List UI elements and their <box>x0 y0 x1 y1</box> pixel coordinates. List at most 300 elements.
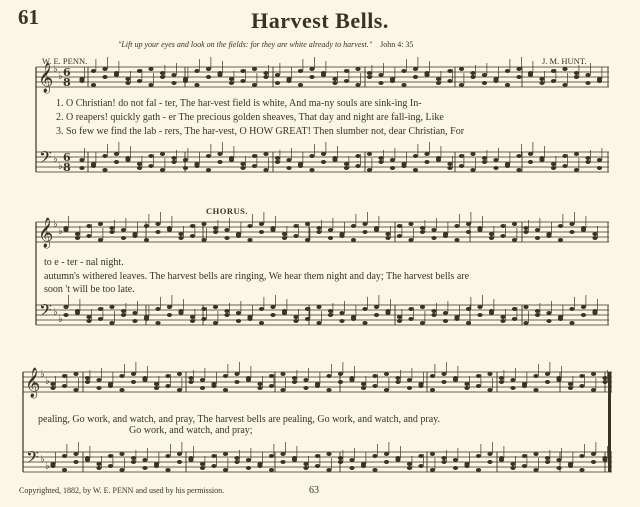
system-3-bass-note <box>73 460 78 464</box>
system-1-treble-note <box>447 69 452 73</box>
system-1-treble-note <box>585 81 590 85</box>
system-3-bass-note <box>62 454 67 458</box>
system-3-bass-note <box>476 454 481 458</box>
hymn-number: 61 <box>18 5 39 29</box>
system-3-treble-note <box>568 382 573 386</box>
system-1-bass-note <box>252 154 257 158</box>
system-1-bass-note <box>125 158 130 162</box>
system-3-treble-note <box>591 388 596 392</box>
system-2-bass-note <box>374 313 379 317</box>
system-1-treble-note <box>137 79 142 83</box>
system-1-treble-note <box>229 77 234 81</box>
system-2-treble-note <box>351 224 356 228</box>
system-2-bass-note <box>408 307 413 311</box>
system-2-bass-note <box>420 305 425 309</box>
system-3-bass-note <box>280 452 285 456</box>
system-2-treble-note <box>385 232 390 236</box>
system-2-bass-note <box>259 307 264 311</box>
final-double-bar <box>608 372 611 472</box>
system-2-bass-note <box>316 305 321 309</box>
system-3-treble-note <box>441 380 446 384</box>
system-1-bass-note <box>378 156 383 160</box>
system-2-bass-note <box>397 315 402 319</box>
system-1-bass-note <box>183 166 188 170</box>
system-3-bass-note <box>556 466 561 470</box>
system-1-bass-note <box>332 158 337 162</box>
system-3-bass-note <box>269 468 274 472</box>
system-2-treble-note <box>523 226 528 230</box>
system-3-bass-note <box>591 460 596 464</box>
system-2-treble-note <box>98 222 103 226</box>
system-3-treble-note <box>188 376 193 380</box>
system-3-treble-note <box>62 374 67 378</box>
system-1-bass-note <box>321 152 326 156</box>
system-3-bass-note <box>246 458 251 462</box>
system-1-treble-note <box>447 79 452 83</box>
system-2-bass-note <box>190 319 195 323</box>
system-2-bass-note <box>293 319 298 323</box>
system-3-treble-note <box>73 388 78 392</box>
system-3-bass-note <box>188 458 193 462</box>
system-1-bass-note <box>79 158 84 162</box>
system-2-bass-note <box>546 311 551 315</box>
system-3-bass-note <box>499 458 504 462</box>
system-2-treble-note <box>282 232 287 236</box>
system-2-bass-note <box>500 315 505 319</box>
chorus-label: CHORUS. <box>206 206 248 216</box>
system-1-treble-note <box>401 69 406 73</box>
system-1-treble-note <box>424 73 429 77</box>
system-3-bass-note <box>533 452 538 456</box>
system-3-bass-note <box>85 458 90 462</box>
system-3-treble-note <box>177 388 182 392</box>
system-1-treble-note <box>206 67 211 71</box>
system-3-bass-note <box>418 464 423 468</box>
system-2-treble-note <box>443 234 448 238</box>
system-1-bass-note <box>459 164 464 168</box>
system-3-bass-note <box>246 466 251 470</box>
system3-lyric-2: Go work, and watch, and pray; <box>129 425 253 436</box>
system-2-bass-note <box>316 321 321 325</box>
system-1-treble-note <box>275 73 280 77</box>
system-2-bass-note <box>328 309 333 313</box>
system-1-treble-note <box>482 81 487 85</box>
system-3-bass-note <box>131 456 136 460</box>
system-3-treble-note <box>487 388 492 392</box>
system-2-treble-note <box>512 238 517 242</box>
system-1-treble-note <box>562 67 567 71</box>
system-2-treble-note <box>328 228 333 232</box>
system3-lyric-1: pealing, Go work, and watch, and pray, The harvest bells are pealing, Go work, and watch, and pray. <box>38 414 440 425</box>
system-3-bass-note <box>62 468 67 472</box>
system-2-bass-note <box>477 313 482 317</box>
system-1-bass-note <box>459 154 464 158</box>
system-1-treble-note <box>148 83 153 87</box>
system-2-treble-note <box>213 230 218 234</box>
system-1-time-signature: 8 <box>63 161 71 174</box>
system-3-bass-note <box>453 458 458 462</box>
system-2-treble-note <box>489 236 494 240</box>
system-2-treble-note <box>397 234 402 238</box>
system-2-treble-note <box>408 222 413 226</box>
system-3-treble-note <box>579 374 584 378</box>
system-3-bass-note <box>131 460 136 464</box>
system-3-treble-note <box>315 384 320 388</box>
system-3-treble-note <box>200 386 205 390</box>
system-2-treble-note <box>98 238 103 242</box>
system-2-bass-note <box>178 311 183 315</box>
system2-lyric-1: to e - ter - nal night. <box>44 257 124 268</box>
system-3-bass-note <box>165 454 170 458</box>
system-2-bass-note <box>63 305 68 309</box>
system-3-treble-note <box>326 388 331 392</box>
system-2-bass-note <box>581 305 586 309</box>
system-2-treble-note <box>385 236 390 240</box>
system-3-bass-note <box>487 452 492 456</box>
system-3-bass-note <box>211 464 216 468</box>
system-3-bass-note <box>292 458 297 462</box>
system-1-bass-note <box>160 168 165 172</box>
system-3-treble-note <box>73 372 78 376</box>
system-2-bass-note <box>236 311 241 315</box>
system-3-bass-note <box>545 456 550 460</box>
system-3-treble-note <box>96 386 101 390</box>
system-2-bass-note <box>190 315 195 319</box>
system-3-treble-note <box>85 376 90 380</box>
system-1-bass-note <box>447 162 452 166</box>
system-3-bass-note <box>108 464 113 468</box>
system-1-treble-note <box>240 79 245 83</box>
system-3-bass-note <box>522 454 527 458</box>
system-3-treble-clef: 𝄞 <box>25 368 41 398</box>
system-3-bass-note <box>326 452 331 456</box>
system-3-bass-note <box>533 468 538 472</box>
system-3-treble-note <box>556 378 561 382</box>
system-1-bass-note <box>217 160 222 164</box>
system-2-bass-note <box>328 313 333 317</box>
system-2-treble-note <box>86 234 91 238</box>
system-2-treble-note <box>328 236 333 240</box>
system-3-bass-note <box>119 468 124 472</box>
system-2-treble-note <box>512 222 517 226</box>
system-1-treble-note <box>137 69 142 73</box>
system-3-bass-note <box>165 468 170 472</box>
system-2-bass-note <box>86 315 91 319</box>
system-2-treble-note <box>121 236 126 240</box>
system-3-treble-note <box>476 374 481 378</box>
system-1-treble-note <box>459 83 464 87</box>
system-1-treble-note <box>574 71 579 75</box>
system-3-treble-note <box>223 374 228 378</box>
system2-lyric-2: autumn's withered leaves. The harvest bells are ringing, We hear them night and day; The harvest bells are <box>44 271 470 282</box>
system-2-treble-note <box>374 228 379 232</box>
system-1-bass-note <box>482 160 487 164</box>
system-3-treble-note <box>303 386 308 390</box>
system-1-bass-note <box>355 154 360 158</box>
system-1-bass-note <box>551 166 556 170</box>
system-1-bass-note <box>482 156 487 160</box>
system-3-treble-note <box>453 378 458 382</box>
system-1-bass-note <box>551 162 556 166</box>
system-1-treble-note <box>263 71 268 75</box>
system-2-treble-note <box>408 238 413 242</box>
system-2-bass-note <box>339 319 344 323</box>
system-1-bass-note <box>206 154 211 158</box>
system-1-bass-note <box>275 156 280 160</box>
system-1-bass-note <box>102 168 107 172</box>
system-1-treble-note <box>378 81 383 85</box>
system-2-bass-note <box>144 317 149 321</box>
system-1-bass-note <box>367 152 372 156</box>
system-2-bass-note <box>362 321 367 325</box>
system-1-bass-note <box>171 160 176 164</box>
system-3-treble-note <box>349 378 354 382</box>
system-3-bass-note <box>303 462 308 466</box>
system-2-bass-note <box>259 321 264 325</box>
system-2-treble-note <box>316 230 321 234</box>
system-2-treble-note <box>109 226 114 230</box>
system-3-bass-note <box>384 460 389 464</box>
system-3-key-flat: ♭ <box>40 454 45 465</box>
system-1-treble-note <box>516 67 521 71</box>
system-1-bass-note <box>505 164 510 168</box>
system-3-treble-note <box>407 386 412 390</box>
system-1-time-signature: 8 <box>63 76 71 89</box>
system-3-treble-note <box>545 372 550 376</box>
system-3-treble-note <box>591 372 596 376</box>
system-2-bass-note <box>385 311 390 315</box>
system-2-treble-note <box>293 224 298 228</box>
system-3-bass-note <box>338 456 343 460</box>
system-3-bass-note <box>361 464 366 468</box>
system-2-bass-note <box>512 317 517 321</box>
system-1-treble-note <box>585 73 590 77</box>
system-1-bass-note <box>493 158 498 162</box>
system-3-bass-note <box>510 466 515 470</box>
system-1-bass-note <box>137 162 142 166</box>
system-2-bass-note <box>500 319 505 323</box>
system-2-treble-note <box>362 230 367 234</box>
system-2-treble-note <box>201 222 206 226</box>
system-1-treble-note <box>344 69 349 73</box>
system-3-treble-note <box>211 384 216 388</box>
system-1-treble-note <box>367 71 372 75</box>
system-3-bass-note <box>234 456 239 460</box>
system-3-treble-note <box>269 384 274 388</box>
system-1-bass-note <box>516 154 521 158</box>
system-2-key-flat: ♭ <box>58 314 63 325</box>
system-1-treble-note <box>459 67 464 71</box>
system-1-bass-note <box>528 152 533 156</box>
system-3-treble-note <box>395 376 400 380</box>
system-2-treble-note <box>178 232 183 236</box>
system-3-bass-note <box>372 454 377 458</box>
system-3-bass-clef: 𝄢 <box>26 447 39 471</box>
system-2-key-flat: ♭ <box>58 226 63 237</box>
system-2-bass-note <box>397 319 402 323</box>
system-1-treble-clef: 𝄞 <box>38 63 54 93</box>
system-1-treble-note <box>194 69 199 73</box>
system-1-bass-note <box>263 152 268 156</box>
system-1-bass-note <box>102 154 107 158</box>
system-2-bass-note <box>213 321 218 325</box>
system-1-bass-note <box>597 158 602 162</box>
system-1-bass-note <box>470 152 475 156</box>
system-3-treble-note <box>269 374 274 378</box>
system-1-bass-note <box>585 156 590 160</box>
system-3-treble-note <box>62 384 67 388</box>
system-2-treble-note <box>558 238 563 242</box>
system-2-treble-note <box>213 226 218 230</box>
system-1-treble-note <box>470 75 475 79</box>
system-2-treble-note <box>339 234 344 238</box>
system-3-bass-note <box>395 458 400 462</box>
system-3-bass-note <box>430 452 435 456</box>
system-3-bass-note <box>223 452 228 456</box>
system-3-treble-note <box>361 382 366 386</box>
system-1-key-flat: ♭ <box>58 161 63 172</box>
system-3-bass-note <box>200 462 205 466</box>
system-2-treble-note <box>167 228 172 232</box>
system-2-bass-note <box>75 311 80 315</box>
system-2-treble-note <box>489 232 494 236</box>
epigraph-text: "Lift up your eyes and look on the fields: for they are white already to harvest." <box>118 40 373 49</box>
system-1-treble-note <box>229 81 234 85</box>
system-3-treble-note <box>108 384 113 388</box>
system-2-bass-note <box>489 311 494 315</box>
system-1-time-signature: 6 <box>63 151 71 164</box>
system-3-treble-note <box>303 378 308 382</box>
system-1-treble-note <box>528 73 533 77</box>
system-2-bass-note <box>86 319 91 323</box>
system-3-bass-note <box>441 456 446 460</box>
system-3-treble-note <box>464 386 469 390</box>
system-1-treble-note <box>206 75 211 79</box>
system-2-bass-note <box>454 317 459 321</box>
system-2-bass-note <box>201 307 206 311</box>
system-1-treble-note <box>102 75 107 79</box>
system-3-treble-note <box>430 374 435 378</box>
system-3-bass-note <box>407 462 412 466</box>
system-1-bass-note <box>447 166 452 170</box>
system-3-treble-note <box>418 384 423 388</box>
system-2-treble-note <box>362 222 367 226</box>
system-2-treble-note <box>523 230 528 234</box>
system-3-bass-note <box>280 460 285 464</box>
system-3-bass-note <box>522 464 527 468</box>
system-2-bass-note <box>224 313 229 317</box>
system-3-bass-note <box>510 462 515 466</box>
system-1-bass-note <box>275 160 280 164</box>
system-3-treble-note <box>407 378 412 382</box>
system-1-bass-note <box>424 160 429 164</box>
system-2-treble-note <box>477 228 482 232</box>
system-1-bass-note <box>378 160 383 164</box>
system-1-treble-note <box>309 67 314 71</box>
system-2-treble-note <box>420 230 425 234</box>
system-1-treble-note <box>597 79 602 83</box>
system-1-bass-note <box>91 164 96 168</box>
system-3-treble-note <box>579 384 584 388</box>
system-2-bass-note <box>443 311 448 315</box>
system-1-bass-note <box>286 158 291 162</box>
system-1-treble-note <box>217 73 222 77</box>
system-2-bass-note <box>408 317 413 321</box>
system-2-treble-note <box>535 228 540 232</box>
system-3-treble-note <box>292 380 297 384</box>
system-2-treble-note <box>109 230 114 234</box>
system-2-treble-note <box>178 236 183 240</box>
system-3-treble-note <box>96 378 101 382</box>
system-1-treble-note <box>551 79 556 83</box>
system-2-bass-note <box>581 313 586 317</box>
system-2-treble-note <box>420 226 425 230</box>
system-2-treble-note <box>144 238 149 242</box>
system-3-treble-note <box>384 388 389 392</box>
system-1-treble-note <box>298 83 303 87</box>
system-1-bass-note <box>574 152 579 156</box>
system-3-treble-note <box>522 384 527 388</box>
system-3-bass-note <box>372 468 377 472</box>
system-3-treble-note <box>200 378 205 382</box>
system-3-bass-note <box>108 454 113 458</box>
system-3-bass-note <box>257 464 262 468</box>
system-3-key-flat: ♭ <box>45 376 50 387</box>
system-3-treble-note <box>338 372 343 376</box>
system-2-treble-note <box>569 230 574 234</box>
system-3-treble-note <box>85 380 90 384</box>
system-1-treble-note <box>160 75 165 79</box>
system-3-treble-note <box>50 382 55 386</box>
system-2-bass-note <box>523 321 528 325</box>
system-1-bass-note <box>114 160 119 164</box>
verse-3-lyric: 3. So few we find the lab - rers, The har-vest, O HOW GREAT! Then slumber not, dear Christian, For <box>56 126 465 137</box>
system-3-bass-note <box>234 460 239 464</box>
system-1-treble-note <box>91 83 96 87</box>
system-1-treble-note <box>413 67 418 71</box>
copyright-notice: Copyrighted, 1882, by W. E. PENN and used by his permission. <box>19 486 225 495</box>
system-3-treble-note <box>510 378 515 382</box>
system-2-treble-note <box>75 236 80 240</box>
system-1-bass-note <box>574 168 579 172</box>
system-3-treble-note <box>464 382 469 386</box>
system-3-treble-note <box>499 380 504 384</box>
system-3-treble-note <box>165 384 170 388</box>
system-2-bass-note <box>351 317 356 321</box>
system-2-treble-note <box>224 236 229 240</box>
system-1-bass-note <box>436 158 441 162</box>
system-3-treble-note <box>223 388 228 392</box>
system-3-bass-note <box>326 468 331 472</box>
system-1-treble-note <box>413 75 418 79</box>
system-1-treble-note <box>102 67 107 71</box>
system-2-bass-note <box>569 321 574 325</box>
system-3-treble-note <box>338 380 343 384</box>
system-2-bass-note <box>558 317 563 321</box>
system-2-bass-note <box>247 317 252 321</box>
system-1-bass-note <box>413 168 418 172</box>
system-1-bass-note <box>493 166 498 170</box>
system-2-bass-note <box>512 307 517 311</box>
system-3-treble-note <box>131 372 136 376</box>
system-3-bass-note <box>556 458 561 462</box>
system-1-bass-note <box>137 166 142 170</box>
system-1-bass-note <box>298 164 303 168</box>
system-3-bass-note <box>418 454 423 458</box>
system-1-key-flat: ♭ <box>53 64 58 75</box>
system-3-bass-note <box>315 454 320 458</box>
system-2-bass-note <box>420 321 425 325</box>
